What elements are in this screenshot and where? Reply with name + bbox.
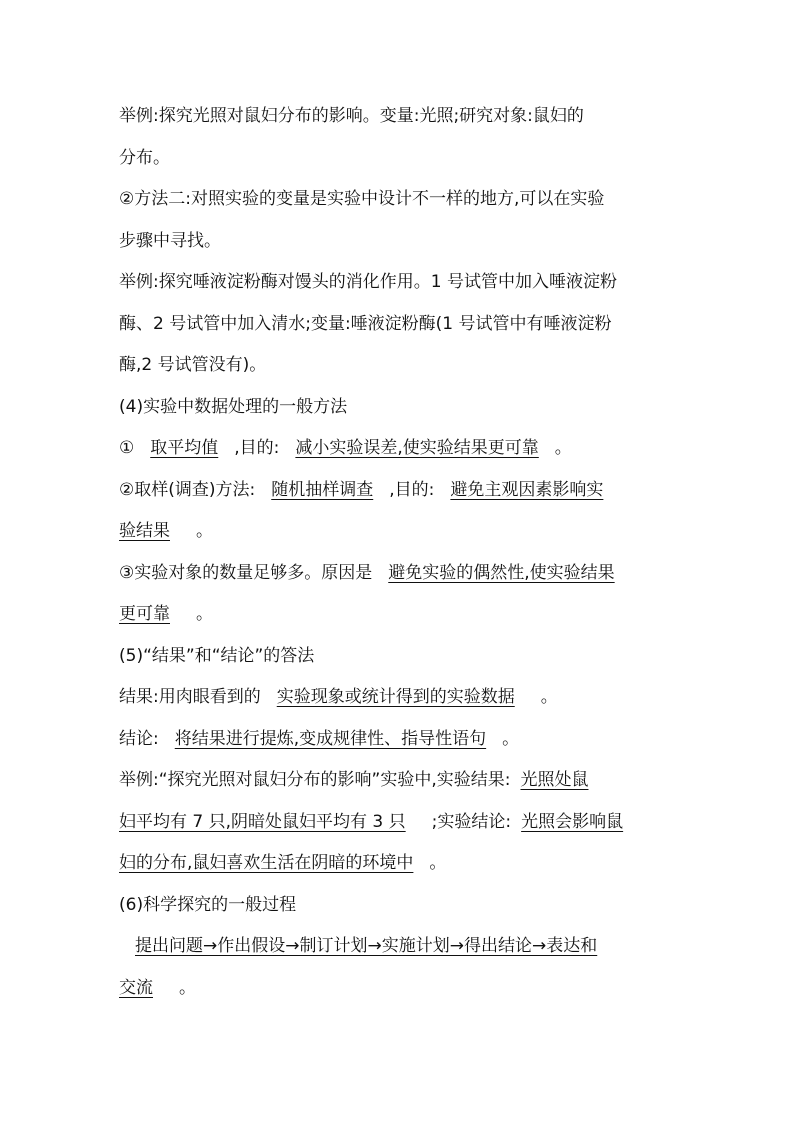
conclusion-end: 。 (502, 728, 520, 749)
data-method-3-answer-b: 更可靠 (119, 604, 170, 624)
example-result-prefix: 举例:“探究光照对鼠妇分布的影响”实验中,实验结果: (119, 770, 511, 790)
example-result-answer-2b: 妇的分布,鼠妇喜欢生活在阴暗的环境中 (119, 853, 414, 873)
method-two-line-1: ②方法二:对照实验的变量是实验中设计不一样的地方,可以在实验 (119, 189, 605, 209)
process-line-2 (119, 968, 679, 1010)
conclusion-answer: 将结果进行提炼,变成规律性、指导性语句 (174, 728, 487, 749)
method-two-line-2: 步骤中寻找。 (119, 230, 221, 251)
data-method-2-mid: ,目的: (389, 479, 435, 500)
data-method-2-prefix: ②取样(调查)方法: (119, 479, 256, 500)
result-answer: 实验现象或统计得到的实验数据 (276, 687, 515, 707)
data-method-1-answer-2: 减小实验误差,使实验结果更可靠 (295, 438, 539, 458)
conclusion-prefix: 结论: (119, 728, 159, 749)
data-method-3-answer-a: 避免实验的偶然性,使实验结果 (388, 562, 615, 583)
data-method-2-end: 。 (196, 521, 213, 541)
data-method-1-prefix: ① (119, 438, 135, 458)
section-6-heading: (6)科学探究的一般过程 (119, 894, 297, 915)
example-result-line-2 (119, 802, 679, 844)
example-result-answer-1a: 光照处鼠 (520, 770, 589, 790)
process-end: 。 (179, 977, 196, 998)
data-method-1-answer-1: 取平均值 (150, 438, 219, 458)
example-light-line-1: 举例:探究光照对鼠妇分布的影响。变量:光照;研究对象:鼠妇的 (119, 106, 584, 126)
example-result-answer-1b: 妇平均有 7 只,阴暗处鼠妇平均有 3 只 (119, 811, 406, 832)
data-method-2-answer-2a: 避免主观因素影响实 (450, 479, 604, 500)
result-definition (119, 677, 679, 719)
example-result-line-1 (119, 760, 679, 802)
example-light-line-2: 分布。 (119, 147, 170, 168)
data-method-3-line-2 (119, 594, 679, 636)
example-result-mid: ;实验结论: (431, 811, 512, 832)
conclusion-definition (119, 719, 679, 761)
example-result-end: 。 (429, 853, 447, 873)
example-saliva-line-2: 酶、2 号试管中加入清水;变量:唾液淀粉酶(1 号试管中有唾液淀粉 (119, 313, 612, 334)
data-method-1-end: 。 (554, 438, 572, 458)
example-saliva-line-1: 举例:探究唾液淀粉酶对馒头的消化作用。1 号试管中加入唾液淀粉 (119, 272, 617, 292)
example-result-line-3 (119, 843, 679, 885)
data-method-3-line-1 (119, 553, 679, 595)
data-method-3-prefix: ③实验对象的数量足够多。原因是 (119, 562, 373, 583)
result-end: 。 (540, 687, 558, 707)
data-method-3-end: 。 (196, 604, 213, 624)
data-method-2-line-1 (119, 470, 679, 512)
example-result-answer-2a: 光照会影响鼠 (521, 811, 624, 832)
process-answer-a: 提出问题→作出假设→制订计划→实施计划→得出结论→表达和 (135, 936, 598, 956)
data-method-1-mid: ,目的: (234, 438, 280, 458)
process-answer-b: 交流 (119, 977, 153, 998)
data-method-2-answer-2b: 验结果 (119, 521, 170, 541)
section-5-heading: (5)“结果”和“结论”的答法 (119, 645, 315, 666)
section-4-heading: (4)实验中数据处理的一般方法 (119, 396, 348, 417)
document-page (119, 96, 679, 1009)
result-prefix: 结果:用肉眼看到的 (119, 687, 261, 707)
data-method-1 (119, 428, 679, 470)
data-method-2-answer-1: 随机抽样调查 (271, 479, 374, 500)
data-method-2-line-2 (119, 511, 679, 553)
process-line-1 (119, 926, 679, 968)
example-saliva-line-3: 酶,2 号试管没有)。 (119, 355, 267, 375)
